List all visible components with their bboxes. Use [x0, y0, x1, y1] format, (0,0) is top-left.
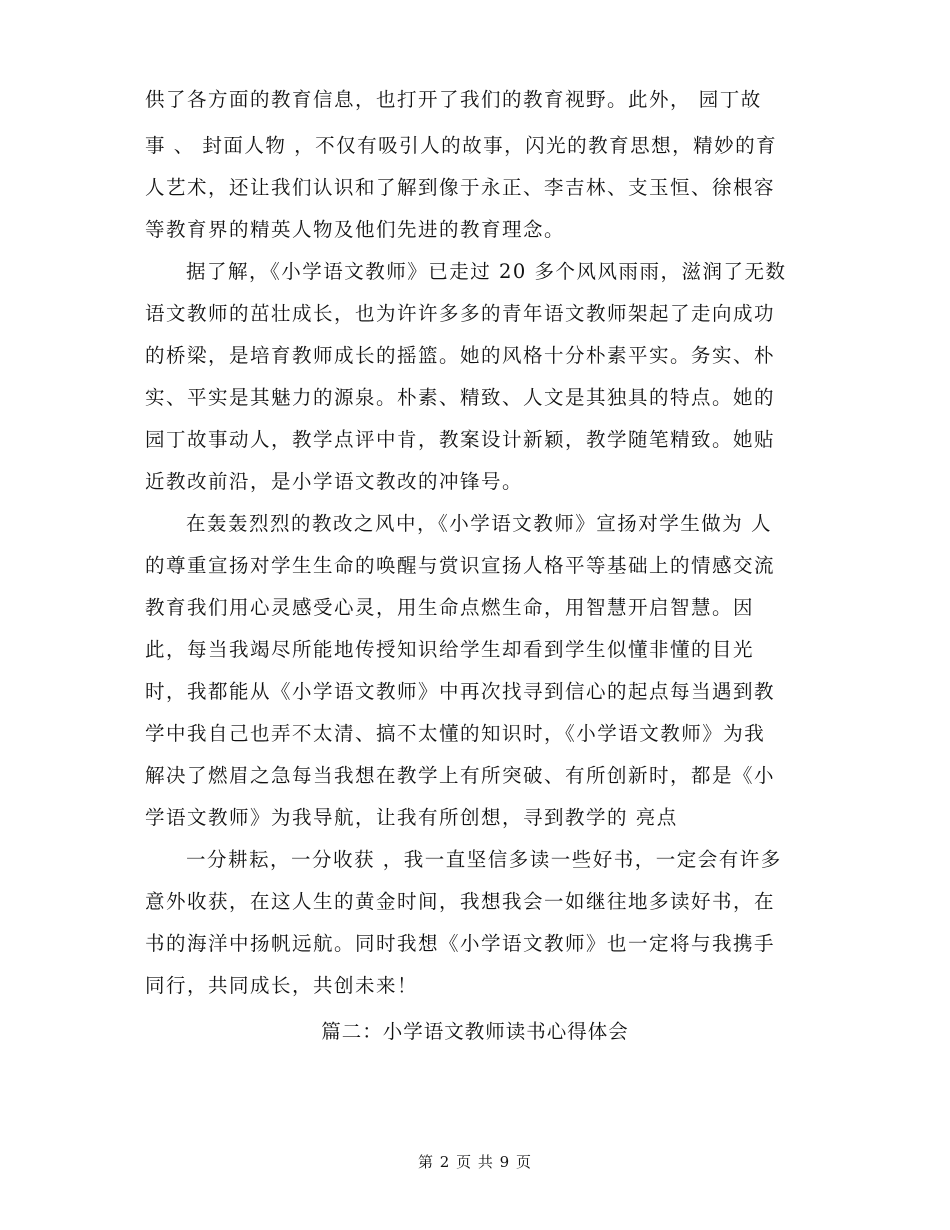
text-line: 时，我都能从《小学语文教师》中再次找寻到信心的起点每当遇到教 — [145, 680, 776, 703]
text-line: 近教改前沿，是小学语文教改的冲锋号。 — [145, 470, 524, 493]
text-line: 在轰轰烈烈的教改之风中，《小学语文教师》宣扬对学生做为 人 — [186, 512, 772, 535]
text-line: 人艺术，还让我们认识和了解到像于永正、李吉林、支玉恒、徐根容 — [145, 176, 776, 199]
text-line: 一分耕耘，一分收获 ，我一直坚信多读一些好书，一定会有许多 — [186, 848, 782, 871]
text-line: 同行，共同成长，共创未来！ — [145, 974, 419, 997]
text-line: 学语文教师》为我导航，让我有所创想，寻到教学的 亮点 — [145, 806, 678, 829]
text-line: 的桥梁，是培育教师成长的摇篮。她的风格十分朴素平实。务实、朴 — [145, 344, 776, 367]
text-line: 意外收获，在这人生的黄金时间，我想我会一如继往地多读好书，在 — [145, 890, 776, 913]
text-line: 等教育界的精英人物及他们先进的教育理念。 — [145, 218, 566, 241]
text-line: 解决了燃眉之急每当我想在教学上有所突破、有所创新时，都是《小 — [145, 764, 776, 787]
text-line: 书的海洋中扬帆远航。同时我想《小学语文教师》也一定将与我携手 — [145, 932, 776, 955]
text-line: 学中我自己也弄不太清、搞不太懂的知识时，《小学语文教师》为我 — [145, 722, 766, 745]
text-line: 据了解，《小学语文教师》已走过 20 多个风风雨雨，滋润了无数 — [186, 260, 787, 283]
text-line: 园丁故事动人，教学点评中肯，教案设计新颖，教学随笔精致。她贴 — [145, 428, 776, 451]
text-line: 的尊重宣扬对学生生命的唤醒与赏识宣扬人格平等基础上的情感交流 — [145, 554, 776, 577]
text-line: 此，每当我竭尽所能地传授知识给学生却看到学生似懂非懂的目光 — [145, 638, 755, 661]
text-line: 教育我们用心灵感受心灵，用生命点燃生命，用智慧开启智慧。因 — [145, 596, 755, 619]
text-line: 供了各方面的教育信息，也打开了我们的教育视野。此外， 园丁故 — [145, 88, 762, 111]
page-number-footer: 第 2 页 共 9 页 — [418, 1153, 532, 1171]
text-line: 实、平实是其魅力的源泉。朴素、精致、人文是其独具的特点。她的 — [145, 386, 776, 409]
text-line: 事 、 封面人物 ，不仅有吸引人的故事，闪光的教育思想，精妙的育 — [145, 134, 778, 157]
text-line: 语文教师的茁壮成长，也为许许多多的青年语文教师架起了走向成功 — [145, 302, 776, 325]
section-heading: 篇二：小学语文教师读书心得体会 — [321, 1020, 629, 1043]
